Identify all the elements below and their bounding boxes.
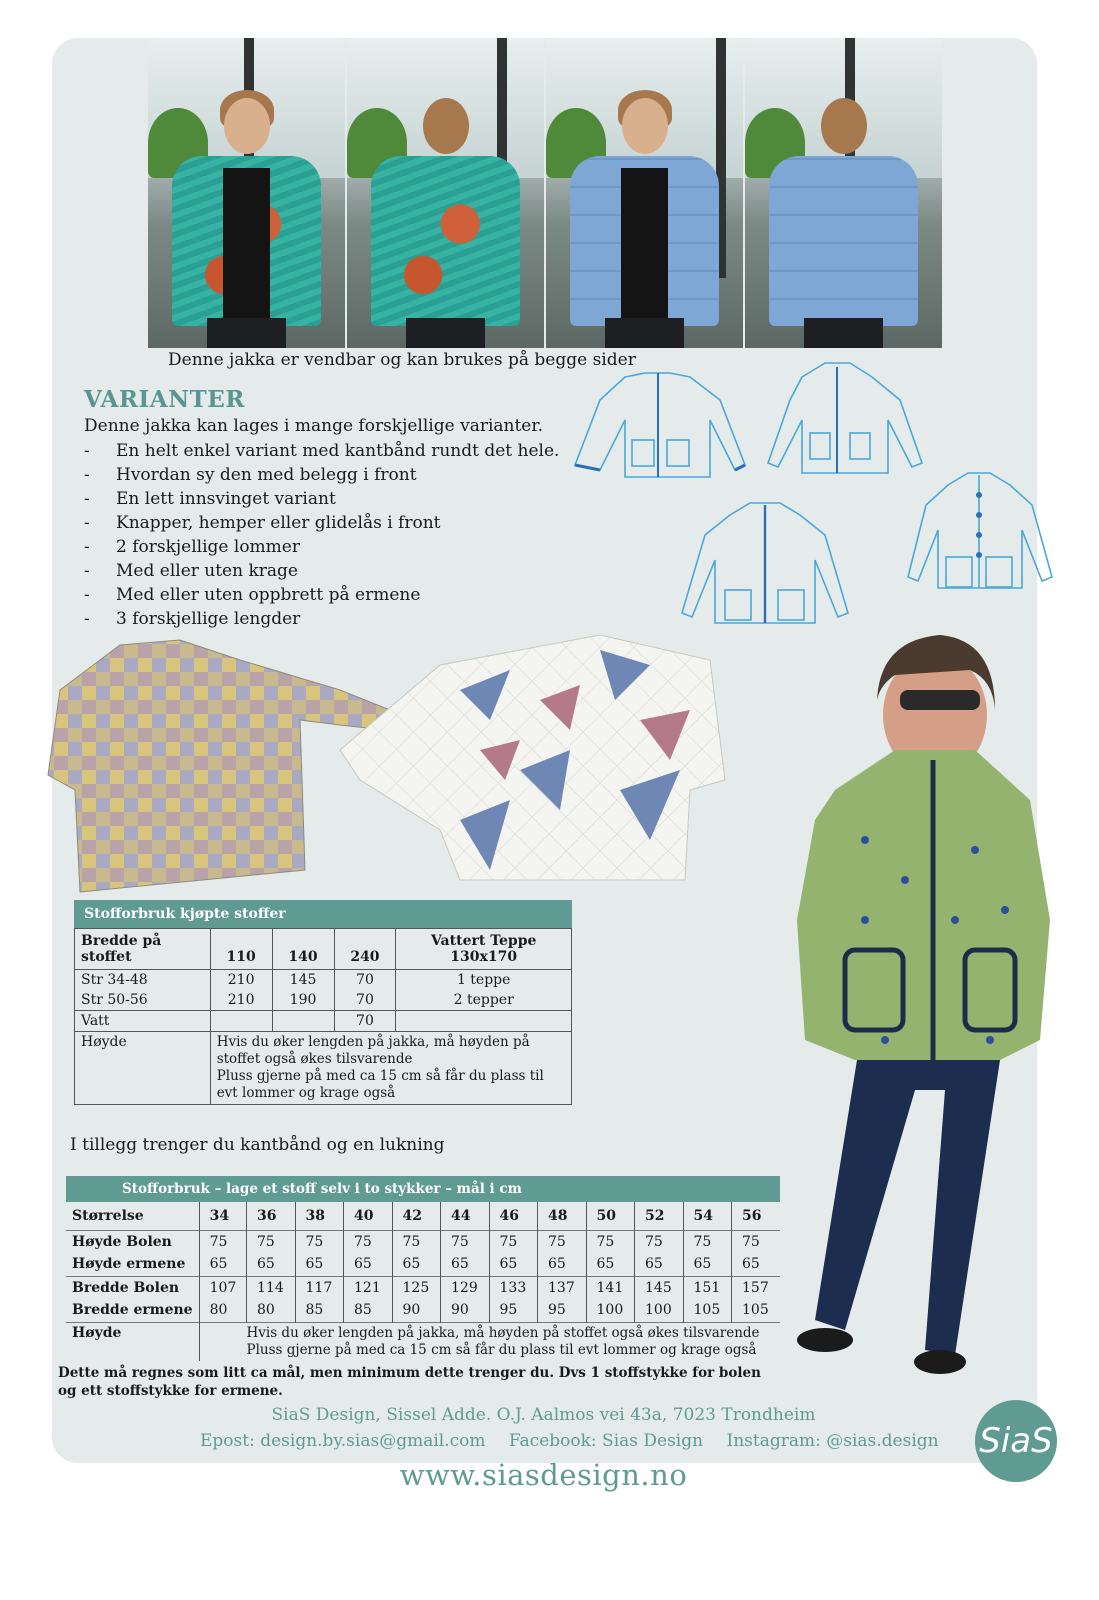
footer-facebook[interactable]: Facebook: Sias Design bbox=[508, 1431, 704, 1451]
list-item: - Med eller uten oppbrett på ermene bbox=[84, 585, 421, 605]
photo-back-blue bbox=[745, 38, 942, 348]
jacket-sketches bbox=[570, 355, 1060, 630]
list-item: - En lett innsvinget variant bbox=[84, 489, 336, 509]
photo-back-teal bbox=[347, 38, 544, 348]
table-row: Høyde Bolen 75 75 75 75 75 75 75 75 75 75 75 75 bbox=[66, 1230, 780, 1253]
table-row: Vatt 70 bbox=[75, 1011, 572, 1032]
table-row: Str 34-48 210 145 70 1 teppe bbox=[75, 970, 572, 991]
sketch-button-jacket bbox=[908, 473, 1052, 588]
measurement-note: Dette må regnes som litt ca mål, men minimum dette trenger du. Dvs 1 stoffstykke for bolen og ett stoffstykke for ermene. bbox=[58, 1365, 761, 1399]
table-row: Bredde Bolen 107 114 117 121 125 129 133 137 141 145 151 157 bbox=[66, 1276, 780, 1299]
table-header-row: Bredde på stoffet 110 140 240 Vattert Teppe 130x170 bbox=[75, 929, 572, 970]
photo-front-teal bbox=[148, 38, 345, 348]
table-row: Høyde Hvis du øker lengden på jakka, må høyden på stoffet også økes tilsvarende Pluss gjerne på med ca 15 cm så får du plass til evt lommer og krage også bbox=[75, 1032, 572, 1105]
woman-green-jacket-photo bbox=[745, 620, 1065, 1380]
list-item: - En helt enkel variant med kantbånd rundt det hele. bbox=[84, 441, 560, 461]
list-item: - 2 forskjellige lommer bbox=[84, 537, 300, 557]
table1-title: Stofforbruk kjøpte stoffer bbox=[74, 900, 572, 928]
footer-contacts bbox=[200, 1431, 957, 1451]
sketch-collar-jacket bbox=[768, 363, 922, 473]
footer-email[interactable]: Epost: design.by.sias@gmail.com bbox=[200, 1431, 486, 1451]
table-row: Str 50-56 210 190 70 2 tepper bbox=[75, 990, 572, 1011]
list-item: - Med eller uten krage bbox=[84, 561, 298, 581]
list-item: - Knapper, hemper eller glidelås i front bbox=[84, 513, 441, 533]
extra-requirements: I tillegg trenger du kantbånd og en lukning bbox=[70, 1135, 445, 1155]
footer-instagram[interactable]: Instagram: @sias.design bbox=[726, 1431, 939, 1451]
variants-intro: Denne jakka kan lages i mange forskjellige varianter. bbox=[84, 416, 544, 436]
sketch-zip-jacket bbox=[682, 503, 848, 623]
table2-title: Stofforbruk – lage et stoff selv i to stykker – mål i cm bbox=[66, 1176, 780, 1202]
website-link[interactable]: www.siasdesign.no bbox=[399, 1458, 688, 1492]
table-header-row: Størrelse 34 36 38 40 42 44 46 48 50 52 54 56 bbox=[66, 1202, 780, 1230]
list-item: - Hvordan sy den med belegg i front bbox=[84, 465, 417, 485]
fabric-pieces-table bbox=[66, 1202, 780, 1361]
variants-list bbox=[84, 439, 559, 631]
jacket-photo-strip bbox=[148, 38, 942, 348]
footer-address: SiaS Design, Sissel Adde. O.J. Aalmos vei 43a, 7023 Trondheim bbox=[271, 1405, 816, 1425]
table-row: Høyde Hvis du øker lengden på jakka, må høyden på stoffet også økes tilsvarende Pluss gjerne på med ca 15 cm så får du plass til evt lommer og krage også bbox=[66, 1322, 780, 1361]
table-row: Høyde ermene 65 65 65 65 65 65 65 65 65 65 65 65 bbox=[66, 1253, 780, 1276]
quilted-jackets-photo bbox=[40, 630, 730, 895]
fabric-purchase-table bbox=[74, 928, 572, 1105]
photo-caption: Denne jakka er vendbar og kan brukes på begge sider bbox=[168, 350, 636, 370]
variants-title: VARIANTER bbox=[84, 386, 245, 413]
list-item: - 3 forskjellige lengder bbox=[84, 609, 301, 629]
photo-front-blue bbox=[546, 38, 743, 348]
sketch-simple-jacket bbox=[575, 373, 745, 477]
table-row: Bredde ermene 80 80 85 85 90 90 95 95 100 100 105 105 bbox=[66, 1299, 780, 1322]
sias-logo: SiaS bbox=[975, 1400, 1057, 1482]
